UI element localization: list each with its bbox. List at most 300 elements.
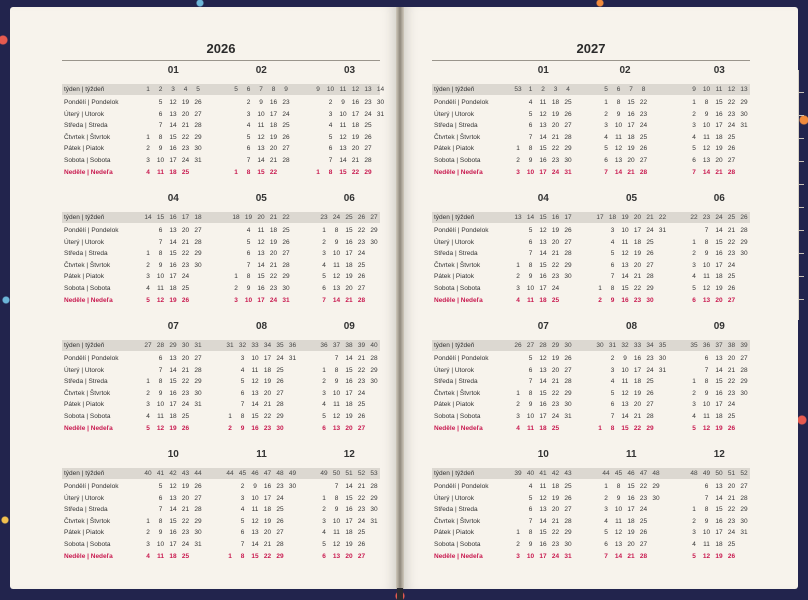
calendar-date: 13 [715, 483, 723, 490]
calendar-date: 1 [604, 99, 608, 106]
calendar-date: 24 [276, 494, 284, 502]
calendar-date: 21 [181, 366, 190, 374]
calendar-date: 3 [692, 261, 696, 269]
day-label: Úterý | Utorok [434, 238, 474, 246]
calendar-date: 25 [181, 413, 190, 420]
calendar-date: 13 [257, 250, 265, 258]
calendar-date: 28 [646, 413, 654, 420]
calendar-date: 27 [740, 483, 748, 490]
calendar-date: 12 [169, 99, 177, 106]
weekday-row [62, 261, 380, 271]
month-name: 11 [625, 449, 637, 460]
calendar-date: 3 [610, 366, 615, 374]
calendar-date: 27 [194, 227, 202, 234]
calendar-date: 17 [627, 122, 635, 130]
week-label: týden | týždeň [434, 86, 475, 93]
week-number: 8 [271, 86, 276, 93]
sunday-date: 21 [627, 552, 635, 560]
calendar-date: 15 [251, 413, 259, 420]
calendar-date: 30 [652, 494, 660, 502]
calendar-date: 5 [158, 99, 163, 106]
week-number: 23 [702, 214, 711, 221]
calendar-date: 21 [633, 413, 642, 420]
calendar-date: 13 [621, 261, 629, 269]
calendar-date: 1 [146, 133, 150, 141]
calendar-date: 21 [351, 157, 360, 164]
calendar-date: 6 [158, 227, 163, 234]
week-number: 16 [169, 214, 177, 221]
calendar-date: 14 [257, 157, 265, 164]
weekday-row [432, 144, 750, 154]
weekday-row [432, 261, 750, 271]
calendar-date: 10 [156, 541, 165, 548]
calendar-date: 24 [727, 529, 736, 537]
calendar-date: 6 [704, 483, 709, 490]
calendar-date: 10 [614, 506, 623, 514]
day-label: Úterý | Utorok [434, 110, 474, 118]
calendar-date: 16 [169, 529, 177, 537]
weekday-row [62, 389, 380, 399]
weekday-row [432, 400, 750, 410]
calendar-date: 7 [704, 494, 709, 502]
weekday-row [432, 156, 750, 166]
day-label: Pondělí | Pondelok [64, 227, 119, 234]
calendar-date: 8 [158, 133, 163, 141]
day-label: Pondělí | Pondelok [434, 227, 489, 234]
calendar-date: 5 [610, 389, 615, 397]
calendar-date: 25 [181, 285, 190, 292]
week-number: 38 [727, 342, 736, 349]
day-label: Neděle | Nedeľa [64, 168, 113, 176]
calendar-date: 2 [234, 285, 238, 292]
sunday-date: 9 [240, 424, 245, 432]
calendar-date: 23 [639, 110, 648, 118]
sunday-date: 18 [169, 552, 177, 560]
calendar-date: 30 [370, 378, 378, 386]
calendar-date: 6 [158, 494, 163, 502]
calendar-date: 5 [246, 238, 251, 246]
calendar-date: 22 [181, 133, 190, 141]
sunday-date: 14 [614, 552, 623, 560]
sunday-date: 1 [316, 168, 320, 176]
calendar-date: 19 [345, 541, 353, 548]
calendar-date: 12 [702, 285, 711, 292]
calendar-date: 28 [646, 273, 654, 281]
week-number: 2 [158, 86, 163, 93]
calendar-date: 25 [276, 366, 284, 374]
calendar-date: 27 [639, 541, 648, 548]
calendar-date: 9 [334, 378, 339, 386]
week-number-row [62, 468, 380, 479]
sunday-date: 30 [646, 296, 654, 304]
sunday-date: 1 [228, 552, 232, 560]
calendar-date: 4 [322, 261, 326, 269]
sunday-date: 12 [702, 552, 711, 560]
calendar-date: 27 [639, 157, 648, 164]
calendar-date: 11 [703, 413, 710, 420]
calendar-date: 2 [604, 110, 608, 118]
calendar-date: 23 [181, 389, 190, 397]
sunday-date: 19 [169, 424, 177, 432]
weekday-row [432, 226, 750, 236]
week-number: 46 [251, 470, 259, 477]
sunday-date: 11 [157, 552, 164, 560]
calendar-date: 31 [564, 413, 572, 420]
calendar-date: 17 [715, 401, 723, 409]
calendar-date: 22 [551, 261, 560, 269]
calendar-date: 12 [332, 413, 341, 420]
month-names-row [62, 193, 380, 207]
calendar-date: 21 [269, 261, 278, 269]
day-label: Pátek | Piatok [64, 529, 104, 537]
calendar-date: 13 [169, 355, 177, 362]
calendar-date: 8 [704, 378, 709, 386]
week-label: týden | týždeň [434, 470, 475, 477]
sunday-date: 5 [146, 296, 150, 304]
calendar-date: 14 [169, 122, 177, 130]
sunday-date: 31 [564, 552, 572, 560]
calendar-date: 11 [333, 529, 340, 537]
quarter-block [432, 193, 750, 311]
calendar-date: 16 [345, 506, 353, 514]
week-number: 15 [156, 214, 165, 221]
sunday-date: 14 [332, 296, 341, 304]
weekday-row [62, 412, 380, 422]
sunday-date: 6 [692, 296, 696, 304]
calendar-date: 14 [345, 483, 353, 490]
month-name: 12 [343, 449, 355, 460]
day-label: Čtvrtek | Štvrtok [434, 389, 481, 397]
calendar-date: 19 [633, 250, 642, 258]
bookmark-ribbon[interactable] [397, 588, 403, 600]
calendar-date: 14 [539, 378, 547, 386]
calendar-date: 21 [263, 401, 272, 409]
page-edge-tabs [798, 70, 804, 320]
calendar-date: 16 [257, 285, 265, 292]
day-label: Čtvrtek | Štvrtok [64, 133, 111, 141]
weekday-row [432, 517, 750, 527]
week-number: 49 [320, 470, 328, 477]
week-number: 44 [194, 470, 202, 477]
calendar-date: 3 [322, 517, 326, 525]
calendar-date: 3 [240, 355, 245, 362]
sunday-date: 28 [639, 168, 648, 176]
calendar-date: 3 [240, 494, 245, 502]
calendar-date: 31 [194, 157, 202, 164]
week-number: 29 [551, 342, 560, 349]
weekday-row [432, 482, 750, 492]
calendar-date: 5 [322, 541, 326, 548]
calendar-date: 20 [727, 355, 736, 362]
sunday-date: 26 [181, 296, 190, 304]
day-label: Úterý | Utorok [64, 110, 104, 118]
calendar-date: 1 [322, 494, 326, 502]
calendar-date: 13 [614, 541, 623, 548]
calendar-date: 9 [528, 401, 533, 409]
calendar-date: 28 [370, 483, 378, 490]
calendar-date: 23 [357, 378, 366, 386]
left-page-2026 [10, 7, 396, 589]
day-label: Středa | Streda [434, 250, 478, 258]
month-name: 03 [713, 65, 725, 76]
calendar-date: 16 [539, 157, 547, 164]
calendar-date: 22 [551, 529, 560, 537]
calendar-date: 13 [715, 355, 723, 362]
calendar-date: 29 [564, 529, 572, 537]
calendar-date: 31 [658, 366, 667, 374]
calendar-date: 28 [740, 366, 748, 374]
week-number: 31 [608, 342, 617, 349]
calendar-date: 22 [269, 273, 278, 281]
calendar-date: 8 [334, 227, 339, 234]
week-label: týden | týždeň [64, 86, 105, 93]
calendar-date: 6 [528, 366, 533, 374]
month-name: 10 [537, 449, 549, 460]
calendar-date: 7 [610, 413, 615, 420]
week-number: 35 [658, 342, 667, 349]
week-number: 11 [715, 86, 723, 93]
calendar-date: 26 [194, 99, 202, 106]
calendar-date: 18 [715, 413, 723, 420]
calendar-date: 30 [194, 261, 202, 269]
calendar-date: 25 [639, 517, 648, 525]
calendar-date: 2 [516, 541, 520, 548]
month-names-row [432, 449, 750, 463]
calendar-date: 9 [158, 529, 163, 537]
week-number: 12 [351, 86, 360, 93]
calendar-date: 4 [528, 483, 533, 490]
calendar-date: 3 [604, 122, 608, 130]
calendar-date: 28 [564, 250, 572, 258]
calendar-date: 13 [621, 401, 629, 409]
month-name: 12 [713, 449, 725, 460]
calendar-date: 10 [332, 517, 341, 525]
weekday-row [62, 133, 380, 143]
calendar-date: 6 [610, 401, 615, 409]
calendar-date: 24 [364, 110, 372, 118]
calendar-date: 30 [564, 157, 572, 164]
calendar-date: 8 [158, 517, 163, 525]
week-number: 9 [284, 86, 288, 93]
week-number: 41 [156, 470, 165, 477]
calendar-date: 4 [322, 401, 326, 409]
calendar-date: 23 [276, 483, 284, 490]
day-label: Neděle | Nedeľa [64, 424, 113, 432]
calendar-date: 31 [288, 355, 297, 362]
calendar-date: 1 [516, 389, 520, 397]
sunday-row [62, 552, 380, 562]
sunday-date: 19 [715, 424, 723, 432]
calendar-date: 14 [539, 133, 547, 141]
sunday-row [432, 552, 750, 562]
day-label: Čtvrtek | Štvrtok [64, 261, 111, 269]
week-number: 39 [357, 342, 366, 349]
quarter-block [432, 65, 750, 183]
sunday-date: 8 [328, 168, 333, 176]
calendar-date: 13 [251, 529, 259, 537]
weekday-row [62, 517, 380, 527]
calendar-date: 5 [604, 145, 608, 153]
calendar-date: 18 [345, 529, 353, 537]
week-number: 24 [332, 214, 341, 221]
calendar-date: 7 [334, 355, 339, 362]
month-name: 02 [255, 65, 267, 76]
calendar-date: 21 [357, 483, 366, 490]
calendar-date: 2 [516, 401, 520, 409]
calendar-date: 13 [539, 506, 547, 514]
week-number: 24 [715, 214, 723, 221]
calendar-date: 4 [146, 285, 150, 292]
calendar-date: 15 [539, 261, 547, 269]
calendar-date: 31 [740, 122, 748, 130]
calendar-date: 16 [345, 378, 353, 386]
week-number: 26 [514, 342, 522, 349]
sunday-date: 3 [516, 552, 520, 560]
calendar-date: 2 [322, 238, 326, 246]
calendar-date: 25 [727, 133, 736, 141]
calendar-date: 20 [269, 250, 278, 258]
sunday-date: 23 [633, 296, 642, 304]
calendar-date: 5 [692, 285, 696, 292]
calendar-date: 17 [539, 285, 547, 292]
calendar-date: 4 [692, 413, 696, 420]
calendar-date: 19 [551, 355, 560, 362]
day-label: Středa | Streda [434, 122, 478, 130]
calendar-date: 11 [621, 378, 629, 386]
month-name: 07 [537, 321, 549, 332]
calendar-date: 8 [528, 261, 533, 269]
month-names-row [432, 65, 750, 79]
calendar-date: 5 [322, 413, 326, 420]
week-number: 34 [646, 342, 654, 349]
calendar-date: 22 [727, 99, 736, 106]
week-number: 12 [727, 86, 736, 93]
week-number: 35 [690, 342, 698, 349]
week-number: 3 [553, 86, 558, 93]
weekday-row [62, 540, 380, 550]
calendar-date: 5 [692, 145, 696, 153]
calendar-date: 8 [158, 378, 163, 386]
day-label: Pátek | Piatok [434, 401, 474, 409]
calendar-date: 29 [370, 227, 378, 234]
calendar-date: 12 [539, 355, 547, 362]
week-number: 40 [526, 470, 535, 477]
calendar-date: 18 [551, 99, 560, 106]
week-number: 37 [332, 342, 341, 349]
sunday-date: 18 [169, 168, 177, 176]
week-number: 9 [692, 86, 696, 93]
sunday-date: 29 [364, 168, 372, 176]
calendar-date: 5 [604, 529, 608, 537]
month-name: 06 [713, 193, 725, 204]
quarter-block [62, 321, 380, 439]
calendar-date: 3 [146, 273, 150, 281]
week-number: 17 [596, 214, 604, 221]
weekday-row [432, 528, 750, 538]
calendar-date: 15 [539, 389, 547, 397]
calendar-date: 1 [516, 145, 520, 153]
calendar-date: 14 [169, 238, 177, 246]
calendar-date: 11 [157, 285, 164, 292]
calendar-date: 16 [715, 389, 723, 397]
weekday-row [62, 238, 380, 248]
book-spine-gutter [396, 7, 404, 589]
calendar-date: 29 [564, 145, 572, 153]
calendar-date: 10 [251, 494, 259, 502]
calendar-date: 27 [357, 285, 366, 292]
calendar-date: 9 [253, 483, 257, 490]
week-number: 1 [528, 86, 533, 93]
week-number: 27 [370, 214, 378, 221]
week-number: 35 [276, 342, 284, 349]
calendar-date: 12 [539, 494, 547, 502]
calendar-date: 9 [704, 110, 709, 118]
calendar-date: 22 [181, 250, 190, 258]
weekday-row [62, 156, 380, 166]
sunday-date: 11 [157, 168, 164, 176]
calendar-date: 8 [334, 494, 339, 502]
calendar-date: 11 [257, 227, 265, 234]
week-number: 40 [370, 342, 378, 349]
day-label: Pondělí | Pondelok [434, 99, 489, 106]
sunday-date: 24 [551, 168, 560, 176]
calendar-date: 15 [539, 145, 547, 153]
weekday-row [62, 354, 380, 364]
week-label: týden | týždeň [64, 214, 105, 221]
calendar-date: 7 [334, 483, 339, 490]
sunday-date: 1 [598, 424, 602, 432]
week-label: týden | týždeň [64, 470, 105, 477]
day-label: Neděle | Nedeľa [434, 552, 483, 560]
calendar-date: 19 [269, 133, 278, 141]
calendar-date: 12 [621, 389, 629, 397]
day-label: Neděle | Nedeľa [434, 296, 483, 304]
calendar-date: 23 [639, 494, 648, 502]
calendar-date: 15 [169, 133, 177, 141]
calendar-date: 30 [740, 389, 748, 397]
week-number-row [432, 84, 750, 95]
calendar-date: 15 [621, 285, 629, 292]
week-number: 48 [276, 470, 284, 477]
calendar-date: 31 [658, 227, 667, 234]
calendar-date: 15 [257, 273, 265, 281]
week-number: 5 [604, 86, 608, 93]
sunday-row [62, 424, 380, 434]
calendar-date: 6 [240, 389, 245, 397]
calendar-date: 11 [339, 122, 347, 130]
sunday-date: 24 [551, 552, 560, 560]
calendar-date: 17 [627, 506, 635, 514]
calendar-date: 27 [282, 145, 290, 153]
calendar-date: 30 [658, 355, 667, 362]
calendar-date: 14 [257, 261, 265, 269]
week-number: 47 [639, 470, 648, 477]
sunday-date: 29 [276, 552, 284, 560]
year-heading: 2026 [62, 41, 380, 61]
calendar-date: 3 [328, 110, 333, 118]
quarter-block [432, 321, 750, 439]
weekday-row [62, 144, 380, 154]
calendar-date: 17 [715, 261, 723, 269]
calendar-date: 19 [551, 494, 560, 502]
calendar-date: 27 [727, 157, 736, 164]
day-label: Sobota | Sobota [434, 157, 481, 164]
calendar-date: 27 [564, 122, 572, 130]
calendar-date: 20 [181, 110, 190, 118]
day-label: Středa | Streda [434, 378, 478, 386]
calendar-date: 25 [727, 541, 736, 548]
week-number: 5 [234, 86, 238, 93]
